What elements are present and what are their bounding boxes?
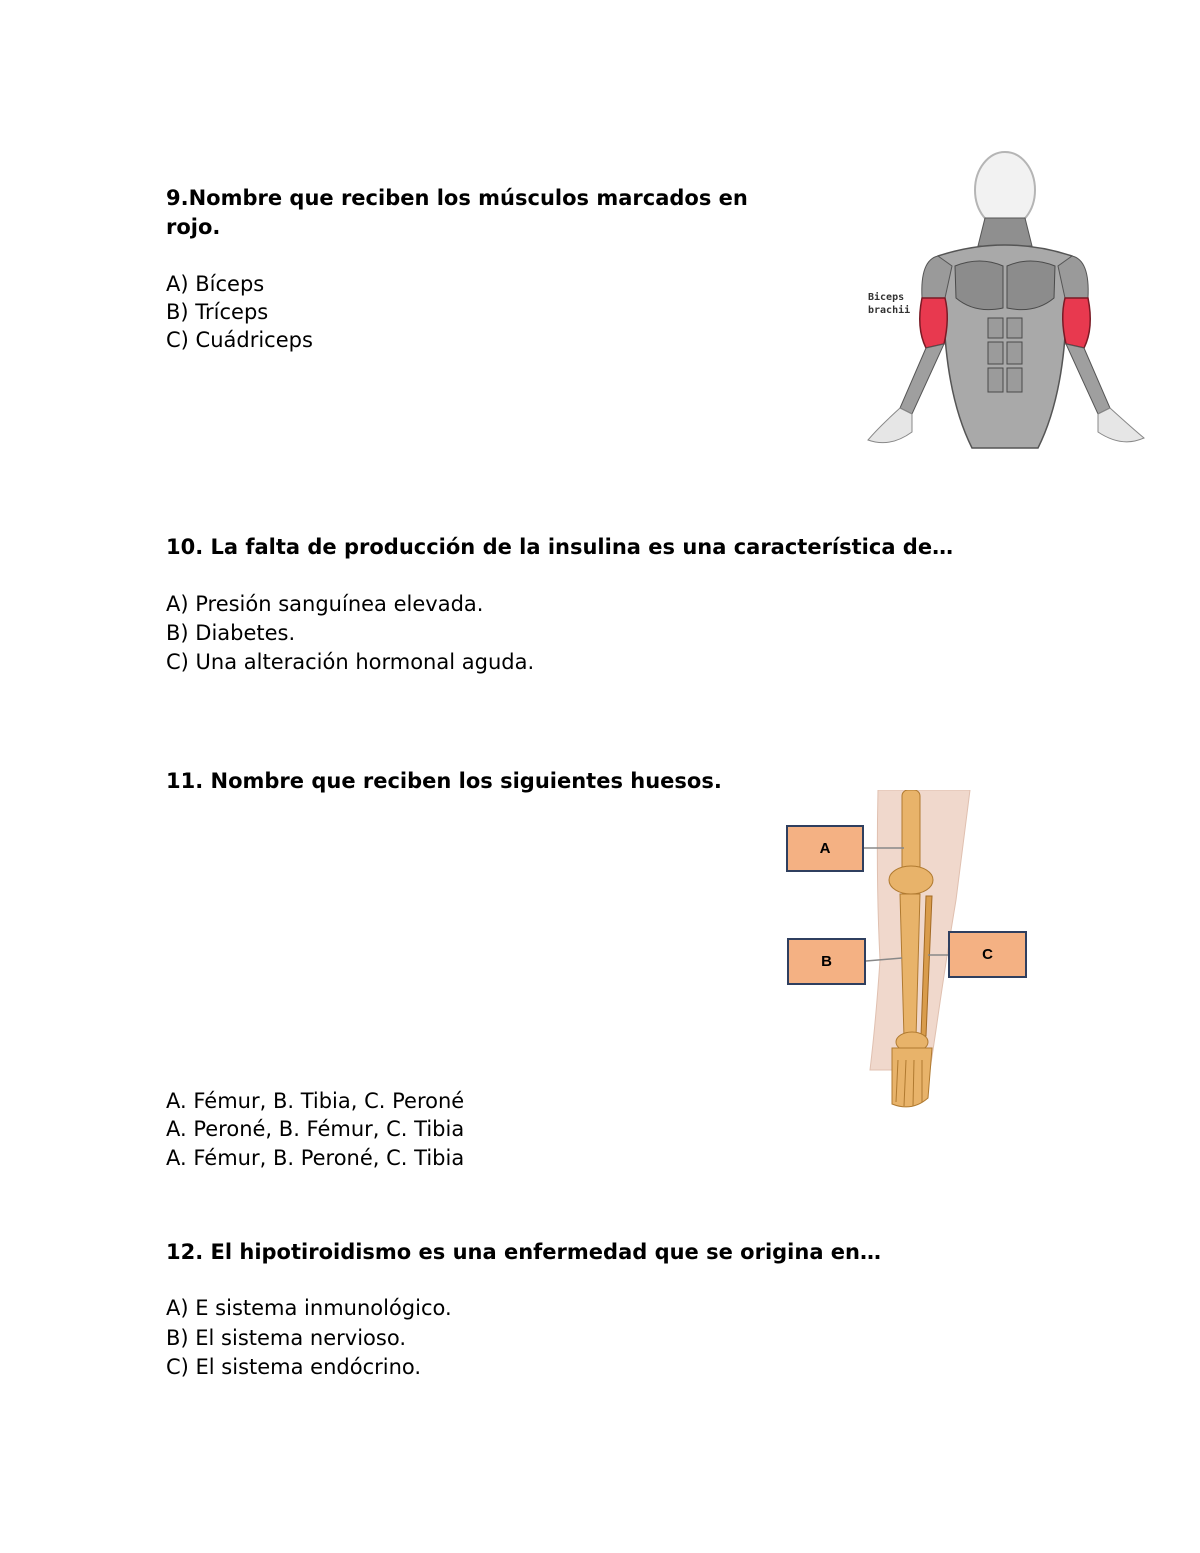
question-12-option-a: A) E sistema inmunológico. [166,1296,452,1320]
question-10-option-c: C) Una alteración hormonal aguda. [166,650,535,674]
biceps-left-highlight [920,298,948,348]
question-12-option-c: C) El sistema endócrino. [166,1355,422,1379]
question-11-title: 11. Nombre que reciben los siguientes huesos. [166,769,722,793]
question-10-title: 10. La falta de producción de la insulina es una característica de… [166,535,954,559]
question-12-title: 12. El hipotiroidismo es una enfermedad que se origina en… [166,1240,882,1264]
question-9-title-line1: 9.Nombre que reciben los músculos marcados en [166,186,748,210]
muscle-anatomy-figure [860,148,1160,450]
question-11-option-1: A. Fémur, B. Tibia, C. Peroné [166,1089,465,1113]
bone-label-a: A [786,825,864,872]
question-12-option-b: B) El sistema nervioso. [166,1326,406,1350]
biceps-right-highlight [1063,298,1091,348]
question-9-title-line2: rojo. [166,215,221,239]
question-9-option-b: B) Tríceps [166,300,269,324]
biceps-label-line2: brachii [868,305,911,316]
question-11-option-3: A. Fémur, B. Peroné, C. Tibia [166,1146,465,1170]
question-10-option-b: B) Diabetes. [166,621,296,645]
question-9-option-c: C) Cuádriceps [166,328,313,352]
bone-label-b: B [787,938,866,985]
question-10-option-a: A) Presión sanguínea elevada. [166,592,484,616]
biceps-label-line1: Biceps [868,292,905,303]
question-11-option-2: A. Peroné, B. Fémur, C. Tibia [166,1117,465,1141]
bone-label-c: C [948,931,1027,978]
muscle-anatomy-illustration [860,148,1160,450]
question-9-option-a: A) Bíceps [166,272,265,296]
